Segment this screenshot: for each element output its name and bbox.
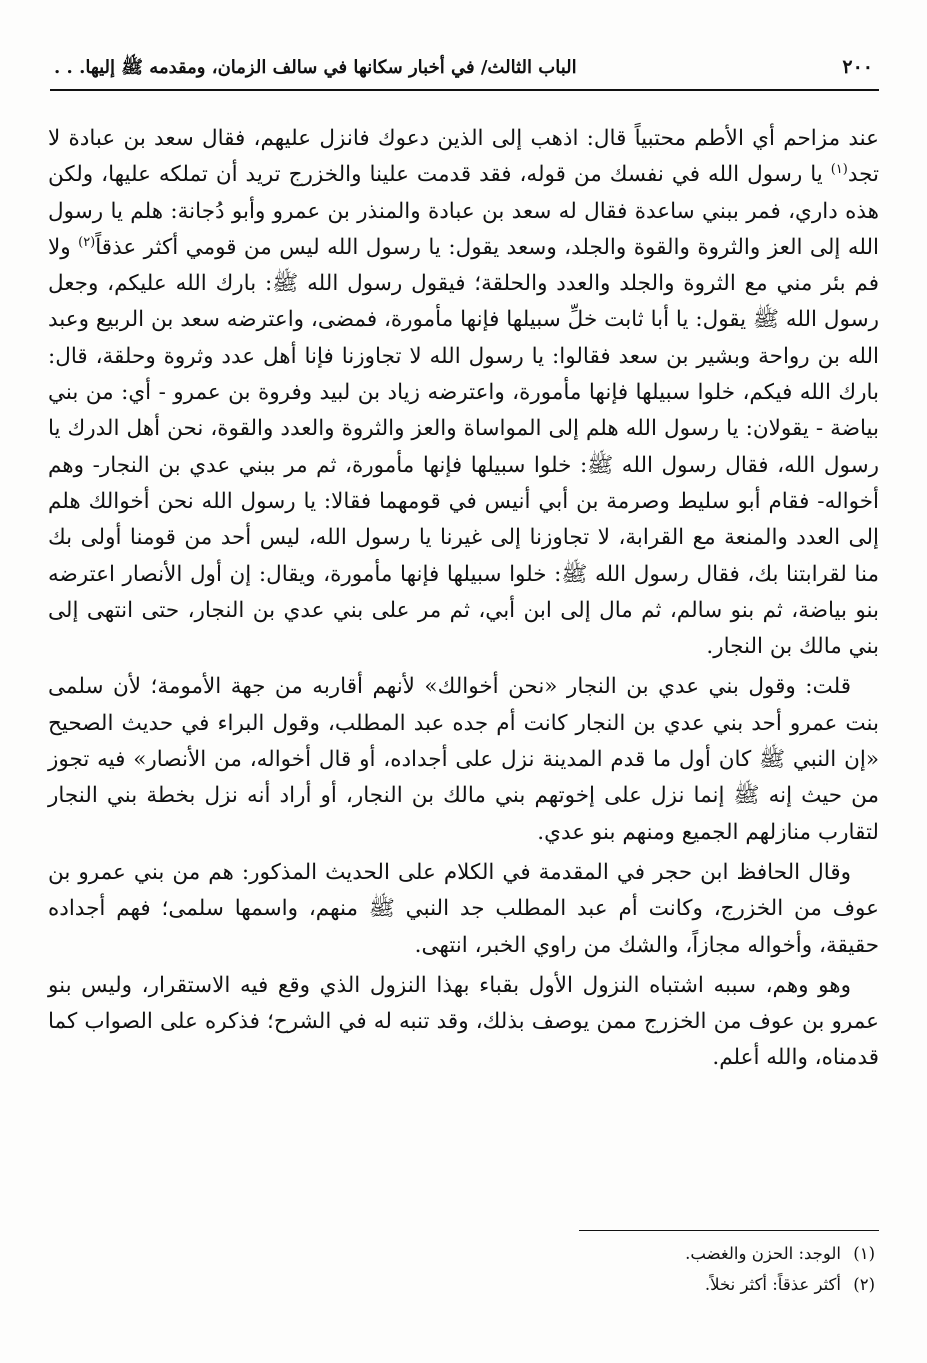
paragraph-3: وقال الحافظ ابن حجر في المقدمة في الكلام على الحديث المذكور: هم من بني عمرو بن عوف من الخزرج، وكانت أم عبد المطلب جد النبي ﷺ منهم، واسمها سلمى؛ فهم أجداده حقيقة، وأخواله مجازاً، والشك من راوي الخبر، انتهى. bbox=[48, 859, 879, 958]
footnote-rule bbox=[579, 1230, 879, 1231]
footnote-item bbox=[48, 1269, 875, 1300]
page-header bbox=[50, 56, 879, 88]
main-text bbox=[48, 121, 879, 1077]
footnotes bbox=[48, 1238, 875, 1300]
paragraph-1-part-c: ولا فم بئر مني مع الثروة والجلد والعدد والحلقة؛ فيقول رسول الله ﷺ: بارك الله عليكم، وجعل رسول الله ﷺ يقول: يا أبا ثابت خلِّ سبيلها فإنها مأمورة، فمضى، واعترضه سعد بن الربيع وعبد الله بن رواحة وبشير بن سعد فقالوا: يا رسول الله لا تجاوزنا فإنا أهل عدد وثروة وحلقة، قال: بارك الله فيكم، خلوا سبيلها فإنها مأمورة، واعترضه زياد بن لبيد وفروة بن عمرو - أي: من بني بياضة - يقولان: يا رسول الله هلم إلى المواساة والعز والثروة والعدد والقوة، نحن أهل الدرك يا رسول الله، فقال رسول الله ﷺ: خلوا سبيلها فإنها مأمورة، ثم مر ببني عدي بن النجار- وهم أخواله- فقام أبو سليط وصرمة بن أبي أنيس في قومهما فقالا: يا رسول الله نحن أخوالك هلم إلى العدد والمنعة مع القرابة، لا تجاوزنا إلى غيرنا يا رسول الله، ليس أحد من قومنا أولى بك منا لقرابتنا بك، فقال رسول الله ﷺ: خلوا سبيلها فإنها مأمورة، ويقال: إن أول الأنصار اعترضه بنو بياضة، ثم بنو سالم، ثم مال إلى ابن أبي، ثم مر على بني عدي بن النجار، حتى انتهى إلى بني مالك بن النجار. bbox=[48, 234, 879, 660]
header-rule bbox=[50, 89, 879, 91]
footnote-ref-2[interactable]: (٢) bbox=[78, 234, 96, 250]
paragraph-1-part-a: عند مزاحم أي الأطم محتبياً قال: اذهب إلى الذين دعوك فانزل عليهم، فقال سعد بن عبادة لا تجد bbox=[48, 126, 879, 188]
footnote-number: (٢) bbox=[853, 1275, 875, 1294]
footnote-text: أكثر عذقاً: أكثر نخلاً. bbox=[704, 1275, 841, 1294]
footnote-text: الوجد: الحزن والغضب. bbox=[685, 1244, 841, 1263]
paragraph-1 bbox=[48, 121, 879, 665]
footnote-number: (١) bbox=[853, 1244, 875, 1263]
paragraph-2: قلت: وقول بني عدي بن النجار «نحن أخوالك» لأنهم أقاربه من جهة الأمومة؛ لأن سلمى بنت عمرو أحد بني عدي بن النجار كانت أم جده عبد المطلب، وقول البراء في حديث الصحيح «إن النبي ﷺ كان أول ما قدم المدينة نزل على أجداده، أو قال أخواله، من الأنصار» فيه تجوز من حيث إنه ﷺ إنما نزل على إخوتهم بني مالك بن النجار، أو أراد أنه نزل بخطة بني النجار لتقارب منازلهم الجميع ومنهم بنو عدي. bbox=[48, 674, 879, 845]
page-number: ٢٠٠ bbox=[842, 56, 873, 78]
paragraph-4: وهو وهم، سببه اشتباه النزول الأول بقباء بهذا النزول الذي وقع فيه الاستقرار، وليس بنو عمرو بن عوف من الخزرج ممن يوصف بذلك، وقد تنبه له في الشرح؛ فذكره على الصواب كما قدمناه، والله أعلم. bbox=[48, 972, 879, 1071]
footnote-item bbox=[48, 1238, 875, 1269]
footnote-ref-1[interactable]: (١) bbox=[830, 162, 848, 178]
paragraph-1-part-b: يا رسول الله في نفسك من قوله، فقد قدمت علينا والخزرج تريد أن تملكه عليها، ولكن هذه داري، فمر ببني ساعدة فقال له سعد بن عبادة والمنذر بن عمرو وأبو دُجانة: هلم يا رسول الله إلى العز والثروة والقوة والجلد، وسعد يقول: يا رسول الله ليس من قومي أكثر عذقاً bbox=[48, 162, 879, 260]
running-title: الباب الثالث/ في أخبار سكانها في سالف الزمان، ومقدمه ﷺ إليها. . . bbox=[54, 57, 577, 78]
